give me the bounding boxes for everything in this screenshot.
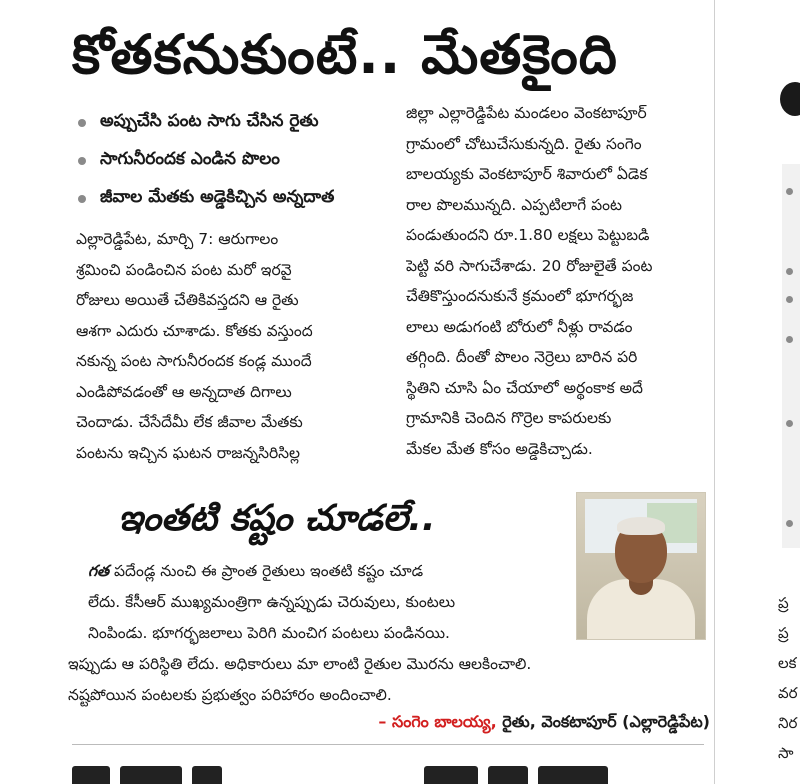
quote-line: నష్టపోయిన పంటలకు ప్రభుత్వం పరిహారం అందించాలి. (68, 686, 392, 704)
article-line: నకున్న పంట సాగునీరందక కండ్ల ముందే (76, 352, 312, 370)
photo-figure-hair (617, 517, 665, 535)
bullet-item (72, 142, 392, 180)
article-line: ఎండిపోవడంతో ఆ అన్నదాత దిగాలు (76, 382, 292, 401)
article-line: పెట్టి వరి సాగుచేశాడు. 20 రోజులైతే పంట (406, 256, 653, 275)
bullet-dot-icon (786, 420, 793, 427)
quote-line: నింపిండు. భూగర్భజలాలు పెరిగి మంచిగ పంటలు పండినయి. (88, 624, 450, 642)
article-line: ఎల్లారెడ్డిపేట, మార్చి 7: ఆరుగాలం (76, 230, 279, 248)
cropped-text-fragment: వర (778, 684, 798, 702)
article-line: జిల్లా ఎల్లారెడ్డిపేట మండలం వెంకటాపూర్ (406, 104, 647, 122)
attribution-name: – సంగెం బాలయ్య, (378, 712, 497, 731)
bullet-dot-icon (78, 119, 86, 127)
bullet-text: జీవాల మేతకు అడ్డెకిచ్చిన అన్నదాత (100, 187, 335, 207)
cropped-text-fragment: నిర (778, 714, 798, 732)
quote-line: ఇప్పుడు ఆ పరిస్థితి లేదు. అధికారులు మా లాంటి రైతుల మొరను ఆలకించాలి. (68, 655, 532, 673)
bullet-dot-icon (786, 296, 793, 303)
cropped-glyph (192, 766, 222, 784)
article-column-left (76, 224, 386, 468)
cropped-glyph (72, 766, 110, 784)
article-column-right (406, 98, 706, 464)
bullet-dot-icon (786, 336, 793, 343)
article-line: రోజులు అయితే చేతికివస్తదని ఆ రైతు (76, 291, 299, 309)
bullet-dot-icon (786, 188, 793, 195)
article-line: పంటను ఇచ్చిన ఘటన రాజన్నసిరిసిల్ల (76, 443, 301, 462)
bullet-item (72, 180, 392, 218)
quote-subheadline: ఇంతటి కష్టం చూడలే.. (118, 498, 436, 539)
cropped-text-fragment: సా (778, 744, 794, 762)
quote-lead-word: గత (88, 562, 110, 580)
article-line: రాల పొలమున్నది. ఎప్పటిలాగే పంట (406, 195, 622, 214)
adjacent-article-cropped (760, 0, 800, 784)
article-line: స్థితిని చూసి ఏం చేయాలో అర్థంకాక అదే (406, 378, 644, 397)
quote-line (88, 556, 704, 587)
article-line: చెందాడు. చేసేదేమీ లేక జీవాల మేతకు (76, 413, 303, 431)
article-line: గ్రామానికి చెందిన గొర్రెల కాపరులకు (406, 409, 612, 427)
cropped-text-fragment: ప్ర (778, 594, 789, 612)
article-line: బాలయ్యకు వెంకటాపూర్ శివారులో ఏడెక (406, 165, 648, 183)
article-line: తగ్గింది. దీంతో పొలం నెర్రెలు బారిన పరి (406, 348, 638, 366)
bullet-text: అప్పుచేసి పంట సాగు చేసిన రైతు (100, 111, 319, 131)
cropped-glyph (424, 766, 478, 784)
next-article-headline-cropped (72, 760, 652, 784)
farmer-quote (68, 556, 704, 711)
cropped-headline-glyph (780, 82, 800, 116)
quote-attribution (310, 712, 710, 735)
bullet-item (72, 104, 392, 142)
article-line: గ్రామంలో చోటుచేసుకున్నది. రైతు సంగెం (406, 134, 642, 153)
quote-text: పదేండ్ల నుంచి ఈ ప్రాంత రైతులు ఇంతటి కష్టం చూడ (109, 562, 424, 580)
article-line: చేతికొస్తుందనుకునే క్రమంలో భూగర్భజ (406, 287, 634, 305)
headline: కోతకనుకుంటే.. మేతకైంది (72, 23, 618, 86)
section-divider (72, 744, 704, 745)
article-line: మేకల మేత కోసం అడ్డెకిచ్చాడు. (406, 439, 593, 458)
bullet-dot-icon (78, 157, 86, 165)
bullet-dot-icon (786, 268, 793, 275)
article-line: పండుతుందని రూ.1.80 లక్షలు పెట్టుబడి (406, 226, 650, 244)
bullet-dot-icon (786, 520, 793, 527)
cropped-text-fragment: ప్ర (778, 624, 789, 642)
cropped-glyph (488, 766, 528, 784)
column-separator (714, 0, 715, 784)
article-line: లాలు అడుగంటి బోరులో నీళ్లు రావడం (406, 317, 633, 336)
cropped-text-fragment: లక (778, 654, 797, 672)
cropped-glyph (120, 766, 182, 784)
article-line: ఆశగా ఎదురు చూశాడు. కోతకు వస్తుంద (76, 321, 313, 340)
bullet-text: సాగునీరందక ఎండిన పొలం (100, 149, 280, 169)
article-line: శ్రమించి పండించిన పంట మరో ఇరవై (76, 260, 292, 279)
cropped-bullet-box (782, 164, 800, 548)
bullet-list (72, 104, 392, 218)
cropped-glyph (538, 766, 608, 784)
attribution-role: రైతు, వెంకటాపూర్ (ఎల్లారెడ్డిపేట) (496, 712, 710, 731)
bullet-dot-icon (78, 195, 86, 203)
quote-line: లేదు. కేసీఆర్ ముఖ్యమంత్రిగా ఉన్నప్పుడు చెరువులు, కుంటలు (88, 593, 456, 611)
